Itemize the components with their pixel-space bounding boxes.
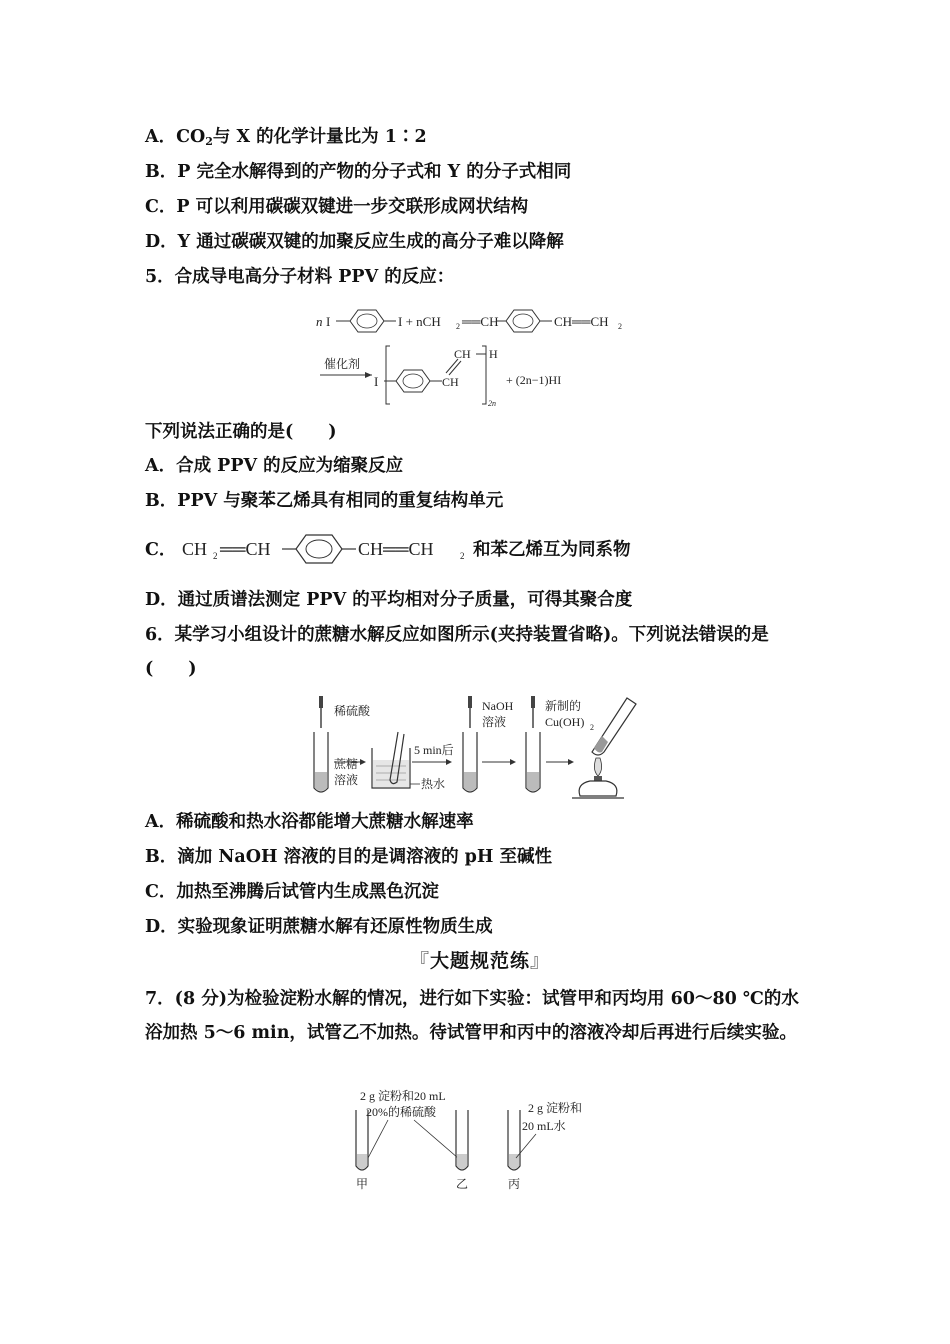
liquid [457, 1154, 467, 1169]
q4-option-c: C．P 可以利用碳碳双键进一步交联形成网状结构 [145, 197, 529, 217]
formula-mid: ══CH [220, 539, 271, 559]
n-coefficient: n [316, 314, 323, 329]
benzene-ring-icon [350, 310, 384, 332]
formula-right: CH══CH [358, 539, 434, 559]
section-heading [410, 946, 550, 973]
leader-line [368, 1120, 388, 1158]
q7-stem: 7．(8 分)为检验淀粉水解的情况，进行如下实验：试管甲和丙均用 60～80 ℃的水浴加热 5～6 min，试管乙不加热。待试管甲和丙中的溶液冷却后再进行后续实验。 [145, 989, 799, 1043]
ppv-reaction-figure [300, 302, 630, 412]
section-title: 大题规范练 [430, 950, 531, 972]
q5-option-c-suffix: 和苯乙烯互为同系物 [473, 540, 631, 560]
q6-stem: 6．某学习小组设计的蔗糖水解反应如图所示(夹持装置省略)。下列说法错误的是( ) [145, 625, 769, 679]
iodine-product: I [374, 374, 379, 389]
leader-line [414, 1120, 458, 1158]
product-ch-top: CH [454, 347, 471, 361]
benzene-ring-icon [296, 535, 342, 563]
wick [594, 776, 602, 781]
left-label-1: 2 g 淀粉和20 mL [360, 1089, 446, 1103]
sucrose-hydrolysis-figure [300, 692, 645, 802]
q5-stem: 5．合成导电高分子材料 PPV 的反应： [145, 267, 455, 287]
plus-nch2: I + nCH [398, 314, 441, 329]
liquid [357, 1154, 367, 1169]
left-bracket [386, 346, 390, 404]
dropper-bulb-icon [531, 696, 535, 708]
q4-option-a [145, 125, 427, 154]
q4-option-a-sub: 2 [205, 135, 213, 148]
aromatic-circle [513, 314, 533, 328]
arrow-head-icon [360, 759, 366, 765]
arrow-head-icon [446, 759, 452, 765]
aromatic-circle [403, 374, 423, 388]
q5-question: 下列说法正确的是( ) [145, 422, 337, 442]
vinyl-sub: 2 [618, 322, 622, 331]
liquid [527, 772, 539, 791]
iodine-left: I [326, 314, 331, 329]
product-h: H [489, 347, 498, 361]
divinylbenzene-structure [178, 530, 473, 568]
liquid [464, 772, 476, 791]
right-label-2: 20 mL水 [522, 1119, 566, 1133]
formula-right-sub: 2 [460, 551, 465, 561]
aromatic-circle [357, 314, 377, 328]
q6-option-b: B．滴加 NaOH 溶液的目的是调溶液的 pH 至碱性 [145, 847, 553, 867]
q5-option-b: B．PPV 与聚苯乙烯具有相同的重复结构单元 [145, 491, 504, 511]
ch2-sub: 2 [456, 322, 460, 331]
fresh-label-1: 新制的 [545, 699, 582, 713]
q6-option-c: C．加热至沸腾后试管内生成黑色沉淀 [145, 882, 439, 902]
q6-option-d: D．实验现象证明蔗糖水解有还原性物质生成 [145, 917, 493, 937]
q5-option-d: D．通过质谱法测定 PPV 的平均相对分子质量，可得其聚合度 [145, 590, 633, 610]
fresh-label-2: Cu(OH) [545, 715, 585, 729]
arrow-head-icon [510, 759, 516, 765]
right-bracket [482, 346, 486, 404]
ch-eq: ══CH [462, 314, 499, 329]
formula-left: CH [182, 539, 208, 559]
starch-hydrolysis-figure [340, 1084, 620, 1194]
q6-option-a: A．稀硫酸和热水浴都能增大蔗糖水解速率 [145, 812, 474, 832]
after-5min-label: 5 min后 [414, 743, 454, 757]
q5-option-a: A．合成 PPV 的反应为缩聚反应 [145, 456, 404, 476]
sucrose-label-1: 蔗糖 [334, 757, 359, 771]
hot-water-label: 热水 [421, 777, 446, 791]
leader-line [516, 1134, 536, 1158]
left-label-2: 20%的稀硫酸 [366, 1105, 436, 1119]
fresh-label-sub: 2 [590, 723, 594, 732]
flame-icon [594, 758, 601, 776]
section-bracket-open: 『 [410, 950, 431, 972]
benzene-ring-icon [396, 370, 430, 392]
dropper-bulb-icon [319, 696, 323, 708]
alcohol-lamp-icon [579, 781, 617, 796]
formula-left-sub: 2 [213, 551, 218, 561]
product-ch-bottom: CH [442, 375, 459, 389]
arrow-head-icon [568, 759, 574, 765]
vinyl-group: CH══CH [554, 314, 609, 329]
naoh-label-1: NaOH [482, 699, 514, 713]
dropper-bulb-icon [468, 696, 472, 708]
arrow-head-icon [365, 372, 372, 378]
q4-option-d: D．Y 通过碳碳双键的加聚反应生成的高分子难以降解 [145, 232, 564, 252]
byproduct-hi: + (2n−1)HI [506, 373, 562, 387]
dilute-acid-label: 稀硫酸 [334, 704, 371, 718]
q5-option-c-prefix: C． [145, 540, 177, 560]
tube-label-a: 甲 [356, 1177, 369, 1191]
right-label-1: 2 g 淀粉和 [528, 1101, 583, 1115]
q4-option-a-suffix: 与 X 的化学计量比为 1∶2 [212, 127, 427, 147]
catalyst-label: 催化剂 [324, 357, 361, 371]
benzene-ring-icon [506, 310, 540, 332]
subscript-2n: 2n [488, 399, 496, 408]
aromatic-circle [306, 540, 332, 558]
tube-label-c: 丙 [508, 1177, 521, 1191]
q5-option-c [145, 538, 176, 562]
tube-label-b: 乙 [456, 1177, 469, 1191]
liquid [315, 772, 327, 791]
q4-option-b: B．P 完全水解得到的产物的分子式和 Y 的分子式相同 [145, 162, 572, 182]
q4-option-a-prefix: A．CO [145, 127, 206, 147]
naoh-label-2: 溶液 [482, 715, 507, 729]
section-bracket-close: 』 [530, 950, 551, 972]
sucrose-label-2: 溶液 [334, 773, 359, 787]
